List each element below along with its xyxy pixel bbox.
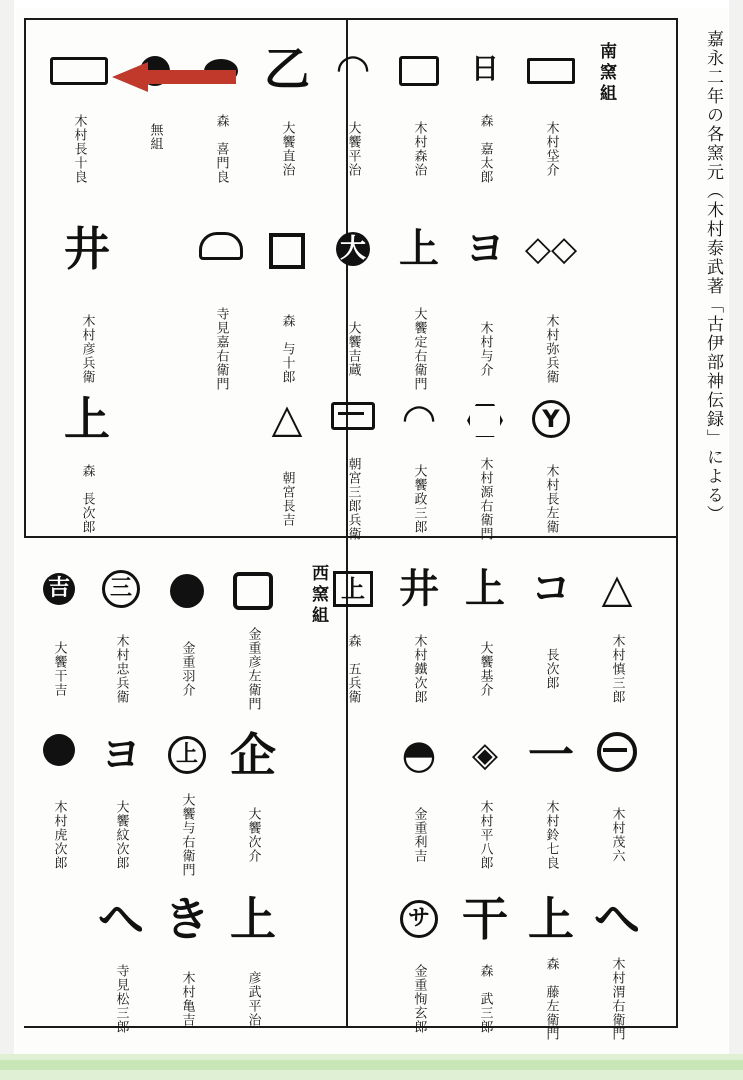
crest-entry <box>88 732 154 894</box>
crest-name: 森 長次郎 <box>79 464 95 534</box>
crest-mark: ヨ <box>465 226 505 272</box>
crest-mark: 日 <box>470 52 499 85</box>
crest-name: 大饗干吉 <box>51 641 67 697</box>
plate-title: 嘉永二年の各窯元（木村泰武著「古伊部神伝録」による） <box>703 30 723 524</box>
section-label-minami: 南窯組 <box>596 42 616 105</box>
crest-name: 木村忠兵衛 <box>113 634 129 704</box>
crest-entry <box>518 566 584 728</box>
crest-mark <box>122 46 188 92</box>
crest-name: 木村亀吉 <box>179 971 195 1027</box>
crest-name: 木村渭右衛門 <box>609 957 625 1041</box>
crest-entry <box>88 566 154 728</box>
crest-mark: へ <box>594 892 640 946</box>
crest-mark <box>452 396 518 442</box>
crest-entry <box>220 892 286 1058</box>
crest-mark: 上 <box>154 732 220 778</box>
crest-mark: き <box>164 892 210 946</box>
crest-mark <box>320 396 386 442</box>
crest-mark <box>584 732 650 778</box>
crest-mark: 上 <box>465 566 505 612</box>
scan-edge-right <box>729 0 743 1080</box>
section-label-nishi: 西窯組 <box>308 564 328 627</box>
crest-entry <box>584 892 650 1058</box>
crest-entry <box>452 566 518 728</box>
crest-mark: 上 <box>528 892 574 946</box>
crest-name: 彦武平治 <box>245 971 261 1027</box>
crest-name: 寺見松三郎 <box>113 964 129 1034</box>
crest-mark: 上 <box>399 226 439 272</box>
crest-mark: コ <box>531 566 571 612</box>
crest-mark <box>188 46 254 92</box>
crest-name: 木村茂六 <box>609 807 625 863</box>
crest-entry <box>320 46 386 208</box>
crest-name: 木村彦兵衛 <box>79 314 95 384</box>
crest-name: 木村垈介 <box>543 121 559 177</box>
crest-name: 木村鐵次郎 <box>411 634 427 704</box>
crest-entry-highlighted <box>46 46 112 208</box>
crest-entry <box>518 892 584 1058</box>
crest-mark <box>188 226 254 272</box>
crest-name: 木村与介 <box>477 321 493 377</box>
crest-name: 木村平八郎 <box>477 800 493 870</box>
crest-name: 森 武三郎 <box>477 964 493 1034</box>
crest-name: 大饗紋次郎 <box>113 800 129 870</box>
section-minami <box>24 30 584 541</box>
crest-entry <box>452 892 518 1058</box>
crest-entry <box>386 46 452 208</box>
crest-mark: 大 <box>320 226 386 272</box>
scanned-plate <box>16 8 728 1054</box>
crest-mark <box>254 226 320 272</box>
crest-mark: 井 <box>399 566 439 612</box>
crest-entry <box>452 732 518 894</box>
crest-mark: 井 <box>64 222 110 276</box>
crest-name: 木村源右衛門 <box>477 457 493 541</box>
crest-entry <box>220 728 286 894</box>
crest-mark: 一 <box>528 728 574 782</box>
crest-name: 金重彦左衛門 <box>245 627 261 711</box>
crest-mark <box>26 732 92 778</box>
crest-mark: ◠ <box>337 46 369 92</box>
crest-entry <box>320 566 386 728</box>
crest-entry <box>386 396 452 558</box>
crest-mark: 企 <box>230 728 276 782</box>
crest-name: 長次郎 <box>543 648 559 690</box>
crest-entry <box>122 46 188 184</box>
crest-name: 大饗定右衛門 <box>411 307 427 391</box>
crest-name: 大饗吉蔵 <box>345 321 361 377</box>
crest-entry <box>54 392 120 558</box>
crest-mark: 上 <box>64 392 110 446</box>
crest-entry <box>386 732 452 894</box>
crest-entry <box>188 226 254 428</box>
crest-name: 森 五兵衛 <box>345 634 361 704</box>
crest-name: 寺見嘉右衛門 <box>213 307 229 391</box>
crest-name: 森 喜門良 <box>213 114 229 184</box>
footer-strip <box>0 1054 743 1080</box>
crest-entry <box>386 896 452 1058</box>
crest-entry <box>386 566 452 728</box>
crest-mark: Y <box>518 396 584 442</box>
crest-name: 大饗次介 <box>245 807 261 863</box>
crest-entry <box>26 732 92 894</box>
crest-entry <box>518 46 584 208</box>
crest-entry <box>452 396 518 558</box>
crest-mark: ◠ <box>403 396 435 442</box>
crest-mark: サ <box>386 896 452 942</box>
crest-name: 森 嘉太郎 <box>477 114 493 184</box>
crest-entry <box>584 566 650 728</box>
frame-rule-top <box>24 18 678 20</box>
crest-name: 大饗直治 <box>279 121 295 177</box>
crest-mark: 三 <box>88 566 154 612</box>
crest-mark: △ <box>271 396 303 442</box>
crest-mark <box>518 46 584 92</box>
crest-mark: ヨ <box>101 732 141 778</box>
crest-name: 木村虎次郎 <box>51 800 67 870</box>
crest-name: 木村慎三郎 <box>609 634 625 704</box>
crest-mark <box>154 566 220 612</box>
crest-mark: ◇◇ <box>524 229 578 269</box>
crest-name: 木村長十良 <box>71 114 87 184</box>
crest-mark: 干 <box>462 892 508 946</box>
crest-name: 木村弥兵衛 <box>543 314 559 384</box>
footer-green-band <box>0 1060 743 1070</box>
crest-entry <box>154 732 220 894</box>
crest-name: 金重恂玄郎 <box>411 964 427 1034</box>
crest-name: 金重利吉 <box>411 807 427 863</box>
crest-name: 森 与十郎 <box>279 314 295 384</box>
crest-entry <box>452 46 518 208</box>
crest-entry <box>320 396 386 558</box>
crest-mark: ◓ <box>401 732 437 778</box>
crest-entry <box>26 566 92 728</box>
crest-mark <box>386 46 452 92</box>
crest-entry <box>220 566 286 728</box>
crest-entry <box>518 728 584 894</box>
crest-name: 大饗平治 <box>345 121 361 177</box>
crest-name: 金重羽介 <box>179 641 195 697</box>
crest-name: 大饗政三郎 <box>411 464 427 534</box>
crest-name: 木村長左衛 <box>543 464 559 534</box>
scan-edge-left <box>0 0 14 1080</box>
crest-name: 木村森治 <box>411 121 427 177</box>
crest-name: 無組 <box>147 123 163 151</box>
crest-mark: 上 <box>230 892 276 946</box>
crest-name: 木村鈴七良 <box>543 800 559 870</box>
crest-mark: 上 <box>320 566 386 612</box>
crest-entry <box>154 566 220 728</box>
crest-mark: ◈ <box>471 735 499 775</box>
crest-mark: 乙 <box>264 42 310 96</box>
crest-name: 大饗基介 <box>477 641 493 697</box>
crest-mark: 吉 <box>26 566 92 612</box>
crest-mark: へ <box>98 892 144 946</box>
crest-entry <box>88 892 154 1058</box>
section-nishi <box>24 556 678 1041</box>
crest-entry <box>518 396 584 558</box>
crest-entry <box>254 42 320 208</box>
crest-entry <box>584 732 650 894</box>
crest-name: 大饗与右衛門 <box>179 793 195 877</box>
crest-entry <box>154 892 220 1058</box>
crest-mark <box>220 566 286 612</box>
crest-entry <box>254 396 320 558</box>
crest-name: 森 藤左衛門 <box>543 957 559 1041</box>
crest-name: 朝宮長吉 <box>279 471 295 527</box>
crest-entry <box>188 46 254 208</box>
crest-name: 朝宮三郎兵衛 <box>345 457 361 541</box>
crest-mark: △ <box>601 566 633 612</box>
crest-mark <box>46 46 112 92</box>
